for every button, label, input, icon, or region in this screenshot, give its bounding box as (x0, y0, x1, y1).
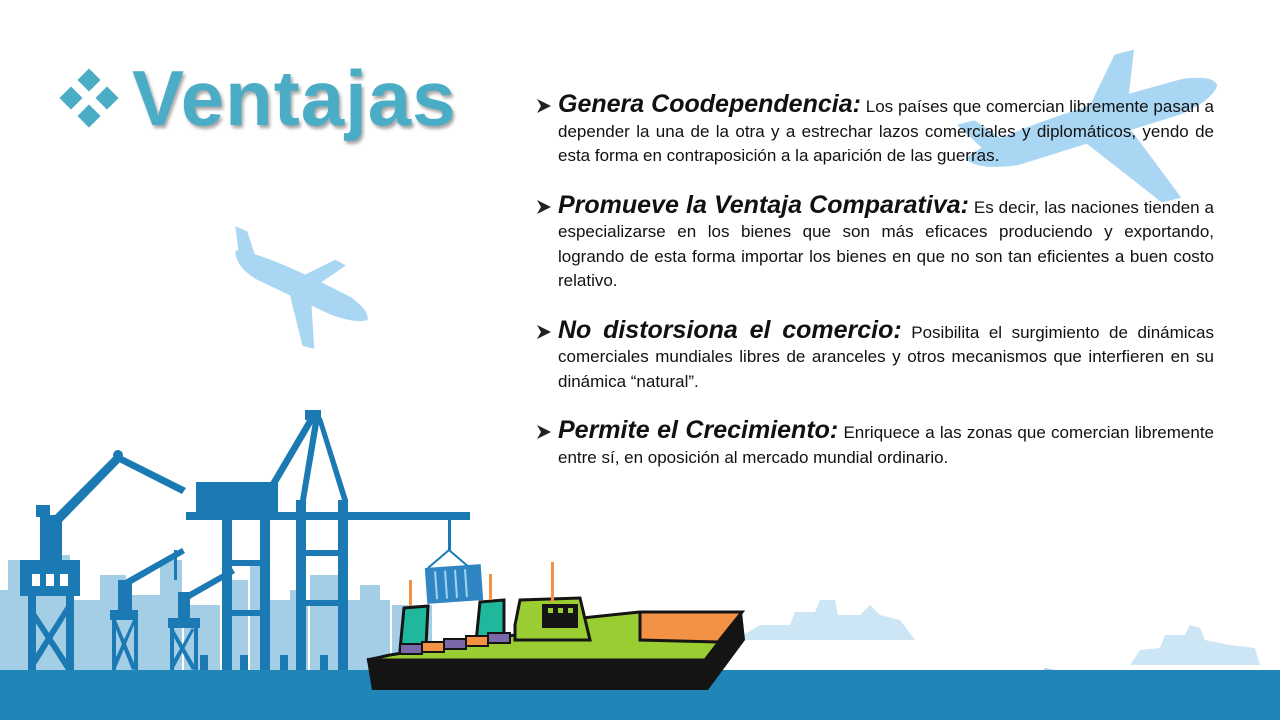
list-item (530, 92, 1214, 169)
list-item (530, 315, 1214, 395)
bullet-body: Los países que comercian libremente pasan a depender la una de la otra y a estrechar lazos comerciales y diplomáticos, yendo de esta forma en contraposición a la aparición de las guerras. (558, 97, 1214, 165)
bullet-text (558, 92, 1214, 169)
bullet-heading: Permite el Crecimiento: (558, 416, 839, 444)
bullet-text (558, 190, 1214, 294)
arrowhead-bullet-icon (530, 318, 558, 340)
list-item (530, 190, 1214, 294)
bullet-heading: Genera Coodependencia: (558, 90, 861, 118)
airplane-icon (202, 217, 385, 366)
arrowhead-bullet-icon (530, 92, 558, 114)
cargo-ship-icon (367, 562, 745, 690)
bullet-text (558, 418, 1214, 470)
bullet-body: Enriquece a las zonas que comercian libremente entre sí, en oposición al mercado mundial ordinario. (558, 423, 1214, 467)
bullet-body: Posibilita el surgimiento de dinámicas comerciales mundiales libres de aranceles y otros mecanismos que interfieren en su dinámica “natural”. (558, 322, 1214, 391)
warship-silhouette (735, 600, 1260, 665)
arrowhead-bullet-icon (530, 418, 558, 440)
list-item (530, 418, 1214, 470)
bullet-heading: Promueve la Ventaja Comparativa: (558, 190, 969, 219)
bullet-heading: No distorsiona el comercio: (558, 315, 902, 344)
bullet-body: Es decir, las naciones tienden a especializarse en los bienes que son más eficaces produciendo y exportando, logrando de esta forma importar los bienes en que no son tan eficientes a buen costo relativo. (558, 197, 1214, 290)
bullet-list (530, 92, 1214, 494)
bullet-text (558, 315, 1214, 395)
shipping-container-icon (425, 550, 483, 604)
slide-title: Ventajas (132, 53, 457, 142)
arrowhead-bullet-icon (530, 193, 558, 215)
title-block (52, 48, 457, 148)
four-diamonds-icon (52, 61, 126, 135)
